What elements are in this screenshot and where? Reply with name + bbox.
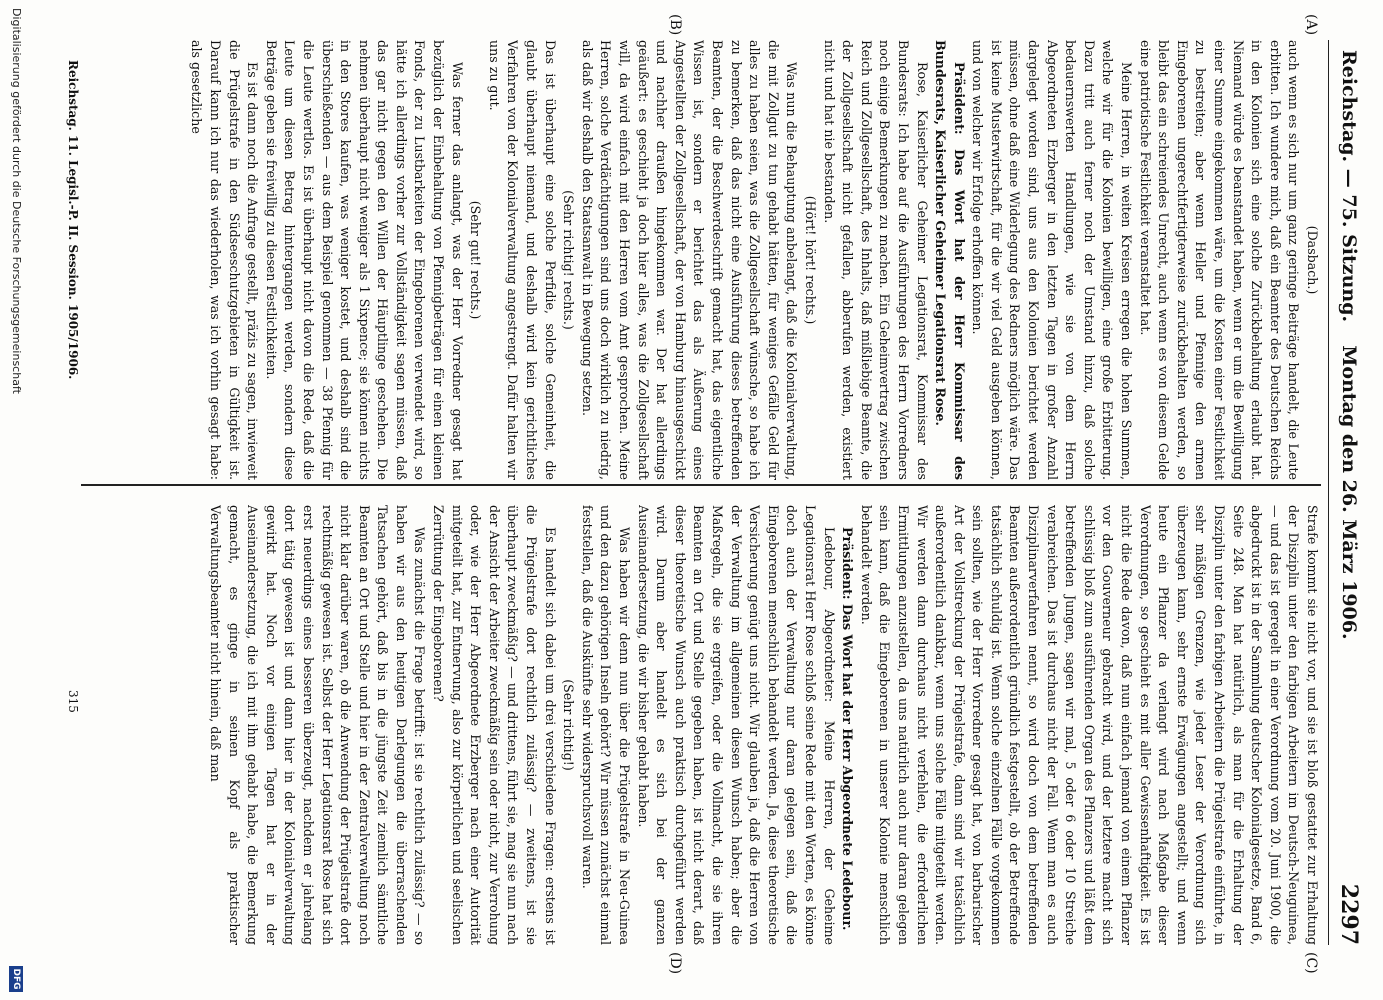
paragraph: Was haben wir denn nun über die Prügelstrafe in Neu-Guinea und den dazu gehörigen Inseln gehört? Wir müssen zunächst einmal feststellen, daß die Auskünfte sehr widerspruchsvoll waren. (579, 505, 633, 945)
paragraph: Ledebour, Abgeordneter: Meine Herren, der Geheime Legationsrat Herr Rose schloß seine Rede mit den Worten, es könne doch auch der Verwaltung nur daran gelegen sein, daß die Eingeborenen menschlich behandelt werden. Ja, diese theoretische Versicherung genügt uns nicht. Wir glauben ja, daß die Herren von der Verwaltung im allgemeinen diesen Wunsch haben; aber die Maßregeln, die sie ergreifen, oder die Vollmacht, die sie ihren Beamten an Ort und Stelle gegeben haben, ist nicht derart, daß dieser theoretische Wunsch auch praktisch durchgeführt werden wird. Darum aber handelt es sich bei der ganzen Auseinandersetzung, die wir bisher gehabt haben. (635, 505, 837, 945)
paragraph: (Sehr gut! rechts.) (468, 200, 484, 320)
dfg-logo: DFG (9, 966, 23, 992)
footer-page-number: 315 (66, 690, 80, 713)
paragraph: Es handelt sich dabei um drei verschiedene Fragen: erstens ist die Prügelstrafe dort rechtlich zulässig? — zweitens, ist sie überhaupt zweckmäßig? — und drittens, führt sie, mag sie nun nach der Ansicht der Arbeiter zweckmäßig sein oder nicht, zur Verrohung oder, wie der Herr Abgeordnete Erzberger nach einer Autorität mitgeteilt hat, zur Entnervung, also zur körperlichen und seelischen Zerrüttung der Eingeborenen? (431, 505, 558, 945)
column-divider (81, 484, 1321, 486)
header-page-number: 2297 (1336, 883, 1362, 945)
right-text-column (81, 505, 1321, 945)
paragraph: (Sehr richtig! rechts.) (561, 190, 577, 330)
left-text-column (81, 40, 1321, 480)
paragraph: Meine Herren, in weiten Kreisen erregen die hohen Summen, welche wir für die Kolonien bewilligen, eine große Erbitterung. Dazu tritt auch ferner noch der Umstand hinzu, daß solche bedauernswerten Handlungen, wie sie von dem Herrn Abgeordneten Erzberger in den letzten Tagen in großer Anzahl dargelegt worden sind, uns aus den Kolonien berichtet werden müssen, ohne daß eine Widerlegung des Redners möglich wäre. Das ist keine Musterwirtschaft, für die wir viel Geld ausgeben können, und von welcher wir Erfolge erhoffen können. (970, 40, 1135, 480)
paragraph: (Dasbach.) (1305, 225, 1320, 295)
header-date: Montag den 26. März 1906. (1338, 345, 1360, 640)
paragraph: (Hört! hört! rechts.) (802, 195, 818, 325)
paragraph: Präsident: Das Wort hat der Herr Abgeordnete Ledebour. (840, 527, 856, 931)
paragraph: auch wenn es sich nur um ganz geringe Beiträge handelt, die Leute erbitten. Ich wundere mich, daß ein Beamter des Deutschen Reichs in den Kolonien sich eine solche Zurückbehaltung erlaubt hat. Niemand würde es beanstandet haben, wenn er um die Bewilligung einer Summe eingekommen wäre, um die Kosten einer Festlichkeit zu bestreiten; aber wenn Heller und Pfennige den armen Eingeborenen ungerechtfertigterweise zurückbehalten werden, so bleibt das ein schreiendes Unrecht, auch wenn es von diesem Gelde eine patriotische Festlichkeit veranstaltet hat. (1137, 40, 1302, 480)
page-footer: Reichstag. 11. Legisl.-P. II. Session. 1905/1906. (66, 60, 80, 380)
digitization-note: Digitalisierung gefördert durch die Deutsche Forschungsgemeinschaft (10, 8, 23, 394)
paragraph: Das ist überhaupt eine solche Perfidie, solche Gemeinheit, die glaubt überhaupt niemand, und deshalb wird kein gerichtliches Verfahren von der Kolonialverwaltung angestrengt. Dafür halten wir uns zu gut. (486, 40, 558, 480)
paragraph: (Sehr richtig!) (561, 679, 577, 771)
page-header (1328, 40, 1369, 945)
paragraph: Was zunächst die Frage betrifft: ist sie rechtlich zulässig? — so haben wir aus den heutigen Darlegungen die überraschenden Tatsachen gehört, daß bis in die jüngste Zeit ziemlich sämtliche Beamten an Ort und Stelle und hier in der Zentralverwaltung noch nicht klar darüber waren, ob die Anwendung der Prügelstrafe dort rechtmäßig gewesen ist. Selbst der Herr Legationsrat Rose hat sich erst neuerdings eines besseren überzeugt, nachdem er jahrelang dort tätig gewesen ist und dann hier in der Kolonialverwaltung gewirkt hat. Noch vor einigen Tagen hat er in der Auseinandersetzung, die ich mit ihm gehabt habe, die Bemerkung gemacht, es ginge in seinen Kopf als praktischer Verwaltungsbeamter nicht hinein, daß man (207, 505, 428, 945)
paragraph: Es ist dann noch die Anfrage gestellt, präzis zu sagen, inwieweit die Prügelstrafe in den Südseeschutzgebieten in Gültigkeit ist. Darauf kann ich nur das wiederholen, was ich vorhin gesagt habe: als gesetzliche (189, 40, 261, 480)
header-session: Reichstag. — 75. Sitzung. (1338, 50, 1360, 323)
paragraph: Strafe kommt sie nicht vor, und sie ist bloß gestattet zur Erhaltung der Disziplin unter den farbigen Arbeitern im Deutsch-Neuguinea, — und das ist geregelt in einer Verordnung vom 20. Juni 1900, die abgedruckt ist in der Sammlung deutscher Kolonialgesetze, Band 6, Seite 248. Man hat natürlich, als man für die Erhaltung der Disziplin unter den farbigen Arbeitern die Prügelstrafe einführte, in sehr mäßigen Grenzen, wie jeder Leser der Verordnung sich überzeugen kann, sehr ernste Erwägungen angestellt; und wenn heute ein Pflanzer da verlangt wird nach Maßgabe dieser Verordnungen, so geschieht es mit aller Gewissenhaftigkeit. Es ist nicht die Rede davon, daß nun einfach jemand von einem Pflanzer vor den Gouverneur gebracht wird, und der letztere macht sich schlüssig bloß zum ausführenden Organ des Pflanzers und läßt dem betreffenden Jungen, sagen wir mal, 5 oder 6 oder 10 Streiche verabreichen. Das ist durchaus nicht der Fall. Wenn man es auch Disziplinarverfahren nennt, so wird doch von dem betreffenden Beamten außerordentlich gründlich festgestellt, ob der Betreffende tatsächlich schuldig ist. Wenn solche einzelnen Fälle vorgekommen sein sollten, wie der Herr Vorredner gesagt hat, von barbarischer Art der Vollstreckung der Prügelstrafe, dann sind wir tatsächlich außerordentlich dankbar, wenn uns solche Fälle mitgeteilt werden. Wir werden dann durchaus nicht verfehlen, die erforderlichen Ermittlungen anzustellen, da uns natürlich auch nur daran gelegen sein kann, daß die Eingeborenen in unserer Kolonie menschlich behandelt werden. (858, 505, 1320, 945)
margin-marker-c: (C) (1303, 952, 1319, 974)
paragraph: Was ferner das anlangt, was der Herr Vorredner gesagt hat bezüglich der Einbehaltung von Pfennigbeträgen für einen kleinen Fonds, der zu Lustbarkeiten der Eingeborenen verwendet wird, so hätte ich allerdings vorher zur Vollständigkeit sagen müssen, daß das gar nicht gegen den Willen der Häuptlinge geschehen. Die nehmen überhaupt nicht weniger als 1 Sixpence; sie können nichts in den Stores kaufen, was weniger kostet, und deshalb sind die überschießenden — aus dem Beispiel genommen — 38 Pfennig für die Leute wertlos. Es ist überhaupt nicht davon die Rede, daß die Leute um diesen Betrag hintergangen werden, sondern diese Beträge geben sie freiwillig zu diesen Festlichkeiten. (263, 40, 465, 480)
paragraph: Präsident: Das Wort hat der Herr Kommissar des Bundesrats, Kaiserlicher Geheimer Legationsrat Rose. (933, 40, 967, 480)
paragraph: Rose, Kaiserlicher Geheimer Legationsrat, Kommissar des Bundesrats: Ich habe auf die Ausführungen des Herrn Vorredners noch einige Bemerkungen zu machen. Ein Geheimvertrag zwischen Reich und Zollgesellschaft, des Inhalts, daß mißliebige Beamte, die der Zollgesellschaft nicht gefallen, abberufen werden, existiert nicht und hat nie bestanden. (821, 40, 930, 480)
margin-marker-b: (B) (667, 14, 683, 36)
margin-marker-d: (D) (667, 952, 683, 975)
paragraph: Was nun die Behauptung anbelangt, daß die Kolonialverwaltung, die mit Zollgut zu tun gehabt hätten, für weniges Gefälle Geld für alles zu haben seien, was die Zollgesellschaft wünsche, so habe ich zu bemerken, daß das nicht eine Ausführung dieses betreffenden Beamten, der die Beschwerdeschrift gemacht hat, das eigentliche Wissen ist, sondern er berichtet das als Äußerung eines Angestellten der Zollgesellschaft, der von Hamburg hinausgeschickt und nachher draußen hingekommen war. Der hat allerdings geäußert: es geschieht ja doch hier alles, was die Zollgesellschaft will, da wird einfach mit den Herren vom Amt gesprochen. Meine Herren, solche Verdächtigungen sind uns doch wirklich zu niedrig, als daß wir deshalb den Staatsanwalt in Bewegung setzen. (579, 40, 800, 480)
margin-marker-a: (A) (1303, 14, 1319, 36)
